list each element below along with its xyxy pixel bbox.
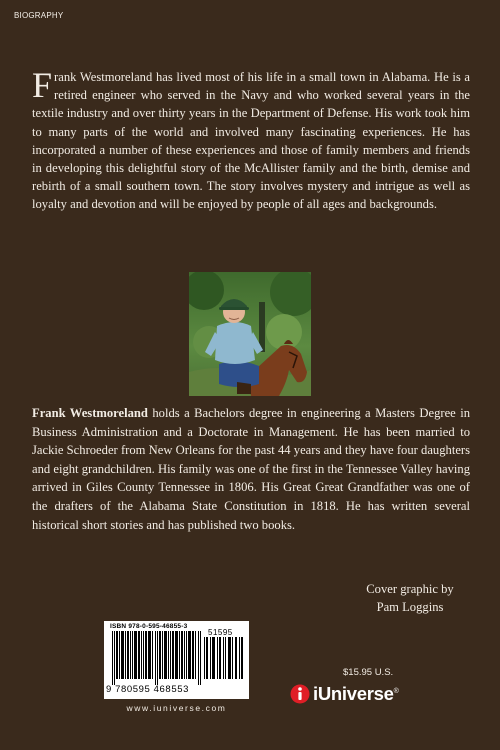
drop-cap: F xyxy=(32,65,53,105)
author-bio-text: holds a Bachelors degree in engineering a Masters Degree in Business Administration and a Doctorate in Management. He has been married to Jackie Schroeder from New Orleans for the past 44 years and they have four daughters and eight grandchildren. His family was one of the first in the Tennessee Valley having arrived in Giles County Tennessee in 1806. His Great Great Grandfather was one of the drafters of the Alabama State Constitution in 1818. He has written several historical short stories and has published two books. xyxy=(32,406,470,532)
author-photo xyxy=(189,272,311,396)
publisher-logo xyxy=(290,683,398,705)
category-label: BIOGRAPHY xyxy=(14,11,64,20)
price-code: 51595 xyxy=(208,628,233,637)
back-cover-blurb xyxy=(32,65,470,214)
publisher-name: iUniverse® xyxy=(313,683,399,704)
cover-credit xyxy=(340,580,480,616)
price-addon-bars xyxy=(204,637,244,679)
author-photo-illustration xyxy=(189,272,311,396)
ean-barcode-bars xyxy=(112,631,202,685)
barcode xyxy=(104,621,249,699)
cover-credit-line2: Pam Loggins xyxy=(376,600,444,614)
retail-price: $15.95 U.S. xyxy=(343,667,394,678)
publisher-url: www.iuniverse.com xyxy=(126,703,227,713)
isbn-text: ISBN 978-0-595-46855-3 xyxy=(110,623,188,630)
cover-credit-line1: Cover graphic by xyxy=(366,582,454,596)
iuniverse-logo-icon xyxy=(290,684,310,704)
author-name: Frank Westmoreland xyxy=(32,406,148,420)
blurb-text: rank Westmoreland has lived most of his life in a small town in Alabama. He is a retired engineer who served in the Navy and who worked several years in the textile industry and over thirty years in the Department of Defense. His work took him to many parts of the world and involved many fascinating experiences. He has incorporated a number of these experiences and those of family members and friends in developing this delightful story of the McAllister family and the birth, demise and rebirth of a small southern town. The story involves mystery and intrigue as well as loyalty and devotion and will be enjoyed by people of all ages and backgrounds. xyxy=(32,70,470,212)
ean-digits: 9 780595 468553 xyxy=(106,684,189,695)
author-bio xyxy=(32,404,470,534)
